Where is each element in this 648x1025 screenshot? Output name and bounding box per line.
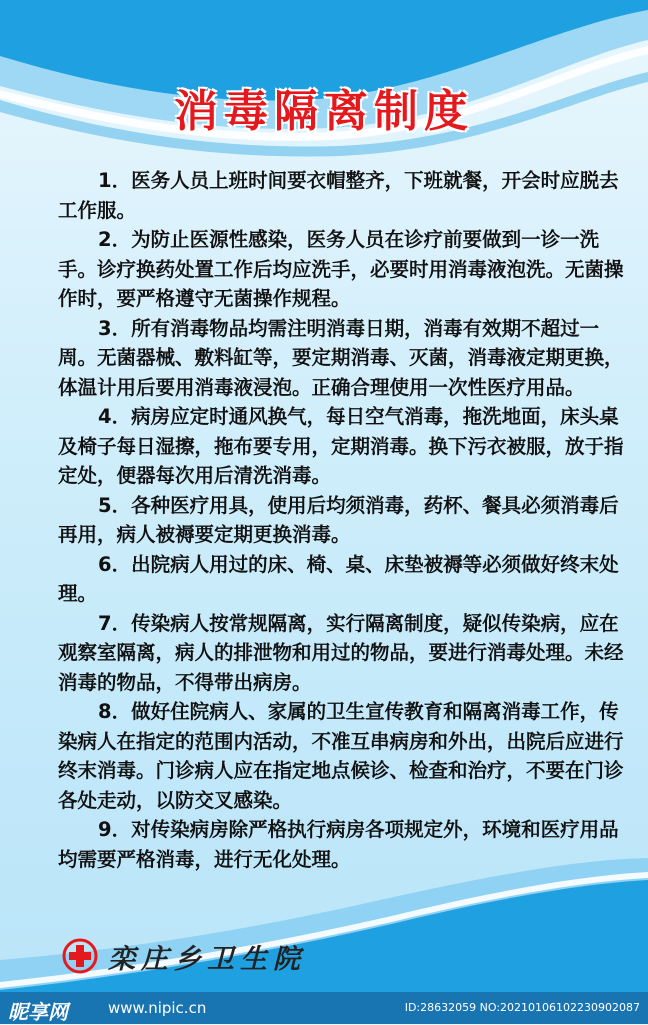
rule-item: 5．各种医疗用具，使用后均须消毒，药杯、餐具必须消毒后再用，病人被褥要定期更换消毒。 [58,493,619,546]
rule-item: 1．医务人员上班时间要衣帽整齐，下班就餐，开会时应脱去工作服。 [58,169,619,222]
footer [62,936,306,976]
rule-item: 9．对传染病房除严格执行病房各项规定外，环境和医疗用品均需要严格消毒，进行无化处理。 [58,818,619,871]
rule-item: 2．为防止医源性感染，医务人员在诊疗前要做到一诊一洗手。诊疗换药处置工作后均应洗手，必要时用消毒液泡洗。无菌操作时，要严格遵守无菌操作规程。 [58,228,624,310]
rule-item: 3．所有消毒物品均需注明消毒日期，消毒有效期不超过一周。无菌器械、敷料缸等，要定期消毒、灭菌，消毒液定期更换，体温计用后要用消毒液浸泡。正确合理使用一次性医疗用品。 [58,316,624,399]
organization-name: 栾庄乡卫生院 [108,943,306,975]
watermark-id: ID:28632059 NO:20210106102230902087 [404,1001,640,1014]
rule-item: 7．传染病人按常规隔离，实行隔离制度，疑似传染病，应在观察室隔离，病人的排泄物和用过的物品，要进行消毒处理。未经消毒的物品，不得带出病房。 [58,611,624,694]
watermark-logo: 昵享网 [8,1000,68,1024]
rule-item: 6．出院病人用过的床、椅、桌、床垫被褥等必须做好终末处理。 [58,552,619,605]
watermark-site: www.nipic.cn [108,999,207,1017]
red-cross-icon [62,938,98,974]
rules-list [58,166,624,874]
rule-item: 8．做好住院病人、家属的卫生宣传教育和隔离消毒工作，传染病人在指定的范围内活动，不准互串病房和外出，出院后应进行终末消毒。门诊病人应在指定地点候诊、检查和治疗，不要在门诊各处走动，以防交叉感染。 [58,700,624,812]
page-title: 消毒隔离制度 [174,86,474,137]
rule-item: 4．病房应定时通风换气，每日空气消毒，拖洗地面，床头桌及椅子每日湿擦，拖布要专用，定期消毒。换下污衣被服，放于指定处，便器每次用后清洗消毒。 [58,405,624,487]
watermark-bar [0,992,648,1024]
